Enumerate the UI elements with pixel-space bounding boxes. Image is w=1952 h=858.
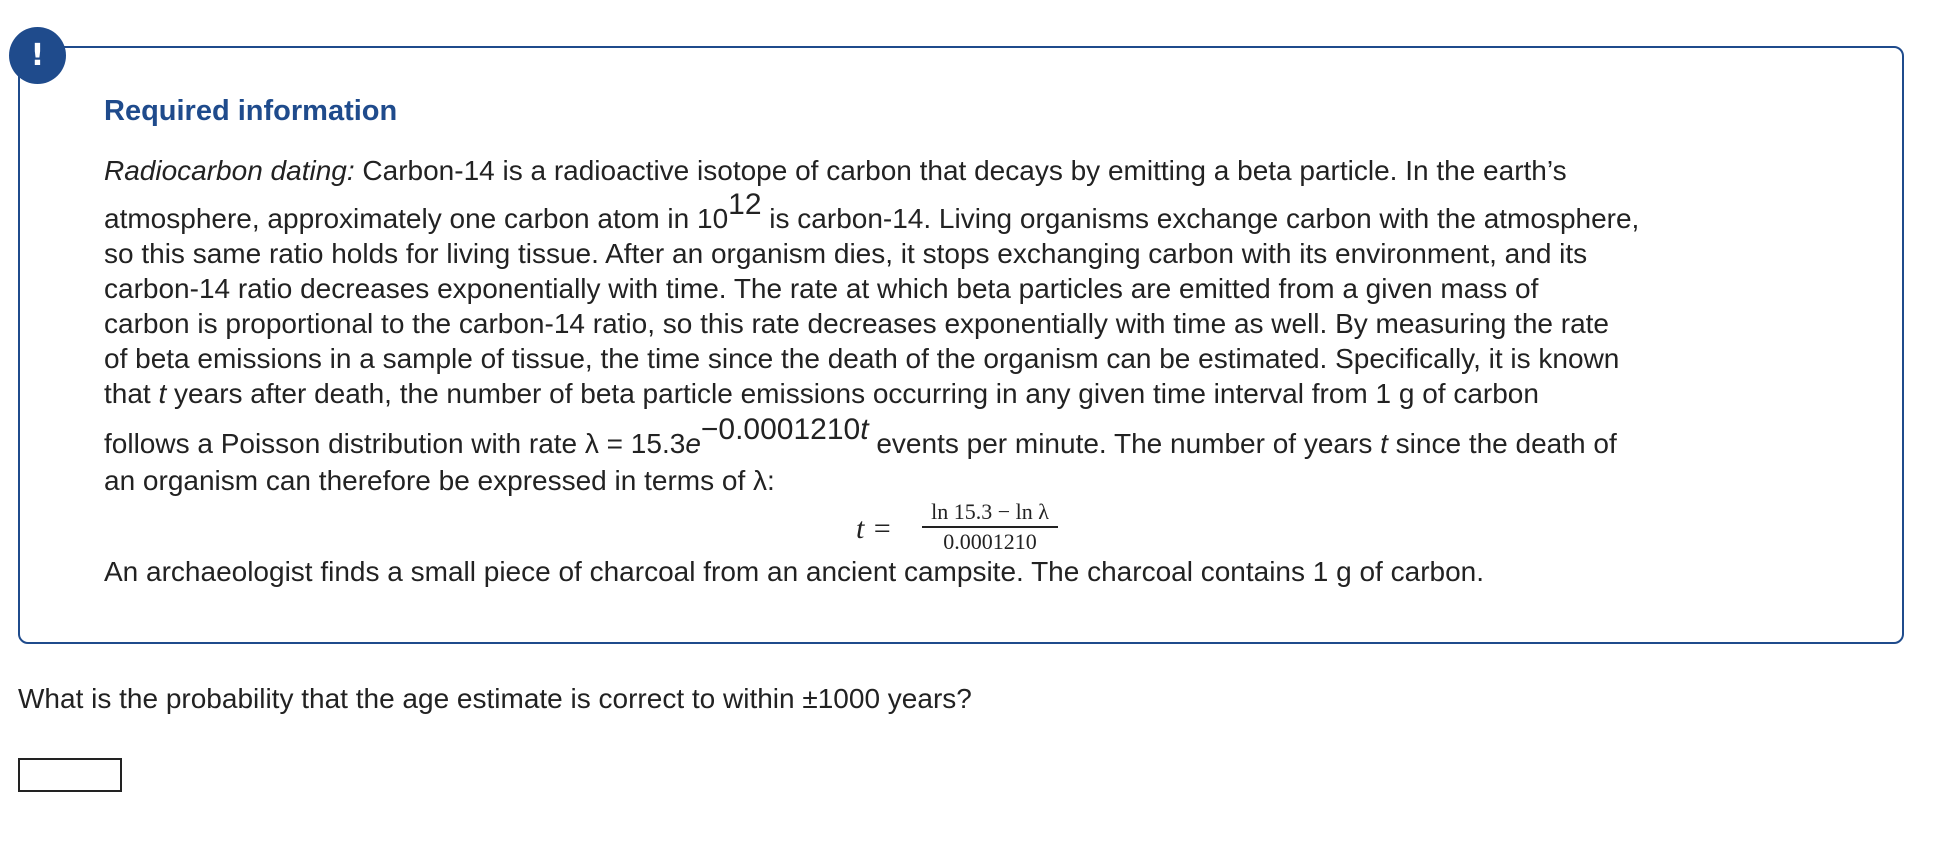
lead-italic: Radiocarbon dating: [104, 155, 355, 186]
question-text: What is the probability that the age estimate is correct to within ±1000 years? [18, 683, 972, 714]
variable-t: t [158, 378, 167, 409]
rate-exponent [701, 413, 869, 446]
exponent-variable-t: t [860, 413, 869, 446]
info-text-line-8 [104, 413, 1617, 461]
line7-pre: that [104, 378, 159, 409]
info-text-line-1 [104, 154, 1567, 188]
exponent-12: 12 [728, 188, 762, 221]
exponent-coefficient: −0.0001210 [700, 413, 861, 446]
info-text-line-3: so this same ratio holds for living tissue. After an organism dies, it stops exchanging carbon with its environment, and its [104, 238, 1588, 269]
formula-lhs: t = [856, 512, 893, 545]
line8-pre: follows a Poisson distribution with rate λ = 15.3 [104, 428, 686, 459]
line7-post: years after death, the number of beta particle emissions occurring in any given time interval from 1 g of carbon [166, 378, 1539, 409]
line2-pre: atmosphere, approximately one carbon atom in 10 [104, 203, 729, 234]
info-text-line-6: of beta emissions in a sample of tissue, the time since the death of the organism can be estimated. Specifically, it is known [104, 343, 1620, 374]
line2-post: is carbon-14. Living organisms exchange carbon with the atmosphere, [761, 203, 1640, 234]
info-text-line-2 [104, 188, 1640, 236]
info-text-line-7 [104, 377, 1539, 411]
answer-input[interactable] [18, 758, 122, 792]
line1-text: Carbon-14 is a radioactive isotope of carbon that decays by emitting a beta particle. In the earth’s [354, 155, 1567, 186]
formula-denominator: 0.0001210 [943, 528, 1037, 554]
line8-mid: events per minute. The number of years [868, 428, 1381, 459]
formula-numerator: ln 15.3 − ln λ [931, 499, 1049, 524]
info-text-line-4: carbon-14 ratio decreases exponentially with time. The rate at which beta particles are emitted from a given mass of [104, 273, 1539, 304]
info-text-line-10: An archaeologist finds a small piece of charcoal from an ancient campsite. The charcoal contains 1 g of carbon. [104, 556, 1485, 587]
formula-fraction [920, 498, 1060, 556]
info-title: Required information [104, 95, 398, 127]
line8-post: since the death of [1387, 428, 1617, 459]
euler-e: e [685, 428, 701, 459]
alert-icon: ! [9, 27, 66, 84]
info-text-line-9: an organism can therefore be expressed in terms of λ: [104, 465, 775, 496]
info-text-line-5: carbon is proportional to the carbon-14 ratio, so this rate decreases exponentially with time as well. By measuring the rate [104, 308, 1609, 339]
variable-t: t [1380, 428, 1388, 459]
